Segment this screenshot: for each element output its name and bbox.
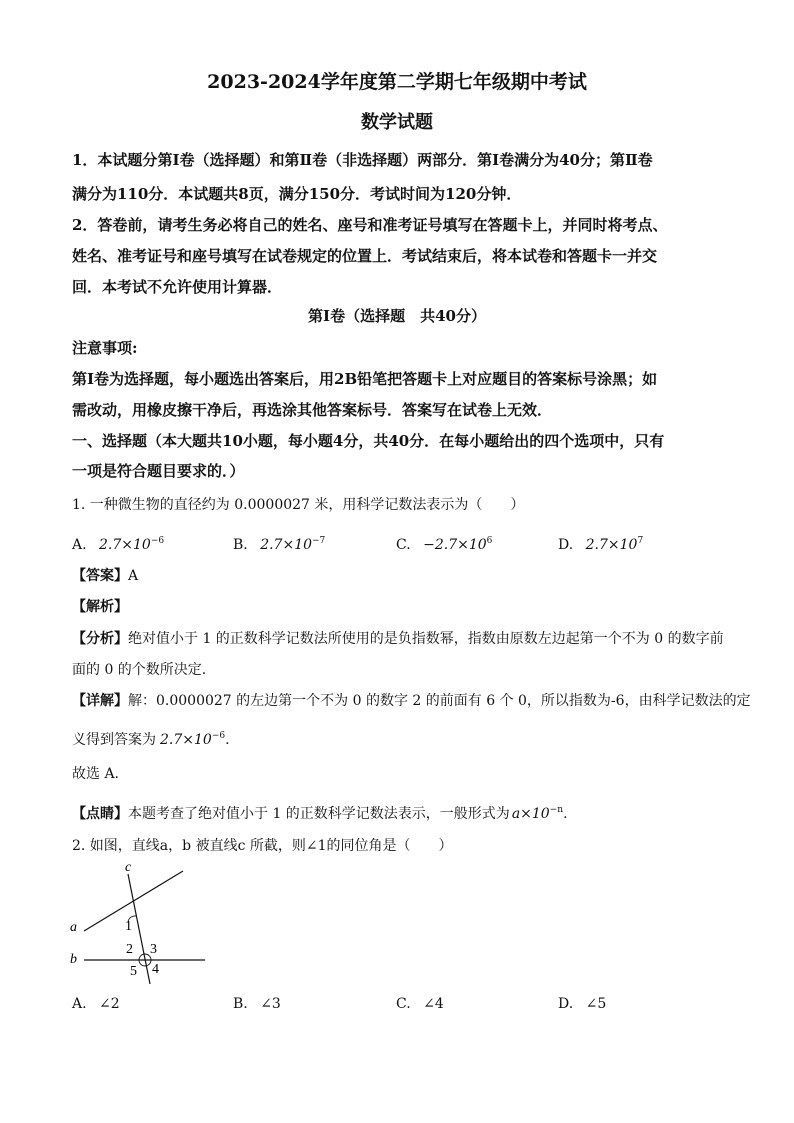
notes-line1: 第Ⅰ卷为选择题，每小题选出答案后，用2B铅笔把答题卡上对应题目的答案标号涂黑；如 — [72, 370, 658, 388]
option-exponent: −7 — [312, 536, 326, 546]
q1-option-d[interactable] — [558, 531, 643, 555]
option-letter: C. — [396, 537, 411, 553]
instruction-2-line1: 2．答卷前，请考生务必将自己的姓名、座号和准考证号填写在答题卡上，并同时将考点、 — [72, 216, 668, 234]
xiangjie-end: . — [225, 732, 230, 748]
q1-xiangjie-line2 — [72, 726, 230, 750]
exam-title: 2023-2024学年度第二学期七年级期中考试 — [207, 71, 587, 93]
option-base: 2.7×10 — [260, 537, 313, 553]
answer-tag: 【答案】 — [72, 568, 128, 584]
xiangjie-base: 2.7×10 — [160, 732, 212, 748]
option-text: ∠5 — [585, 996, 607, 1012]
option-letter: D. — [558, 996, 574, 1012]
q2-figure — [66, 858, 216, 988]
instruction-1-line1: 1．本试题分第Ⅰ卷（选择题）和第Ⅱ卷（非选择题）两部分．第Ⅰ卷满分为40分；第Ⅱ卷 — [72, 151, 653, 169]
label-a: a — [70, 920, 77, 935]
q2-option-b[interactable] — [233, 994, 281, 1014]
option-text: ∠4 — [423, 996, 444, 1012]
label-angle-3: 3 — [150, 942, 157, 957]
label-b: b — [70, 952, 77, 967]
option-exponent: 7 — [637, 536, 644, 546]
part-heading-line1: 一、选择题（本大题共10小题，每小题4分，共40分．在每小题给出的四个选项中，只有 — [72, 432, 665, 450]
option-base: −2.7×10 — [423, 537, 487, 553]
section-heading: 第Ⅰ卷（选择题 共40分） — [308, 307, 486, 325]
dianjing-text: 本题考查了绝对值小于 1 的正数科学记数法表示，一般形式为 — [128, 806, 510, 822]
answer-value: A — [128, 568, 139, 584]
label-angle-5: 5 — [130, 964, 137, 979]
q2-stem: 2. 如图，直线a，b 被直线c 所截，则∠1的同位角是（ ） — [72, 838, 453, 854]
exam-subtitle: 数学试题 — [361, 112, 433, 133]
label-c: c — [125, 860, 132, 875]
xiangjie-text-2: 义得到答案为 — [72, 732, 156, 748]
fenxi-text: 绝对值小于 1 的正数科学记数法所使用的是负指数幂，指数由原数左边起第一个不为 0 的数字前 — [128, 631, 724, 647]
notes-title: 注意事项: — [72, 339, 138, 357]
label-angle-1: 1 — [125, 919, 132, 934]
q1-option-c[interactable] — [396, 531, 492, 555]
option-text: ∠2 — [99, 996, 120, 1012]
q1-option-b[interactable] — [233, 531, 325, 555]
option-base: 2.7×10 — [585, 537, 638, 553]
q1-dianjing — [72, 800, 568, 824]
q1-fenxi-line2: 面的 0 的个数所决定. — [72, 662, 207, 678]
q1-choose: 故选 A. — [72, 766, 120, 782]
option-letter: B. — [233, 996, 248, 1012]
option-letter: A. — [72, 537, 87, 553]
option-text: ∠3 — [260, 996, 281, 1012]
q1-xiangjie-line1 — [72, 691, 751, 711]
instruction-2-line2: 姓名、准考证号和座号填写在试卷规定的位置上．考试结束后，将本试卷和答题卡一并交 — [72, 247, 658, 265]
label-angle-4: 4 — [152, 962, 159, 977]
q2-option-c[interactable] — [396, 994, 444, 1014]
option-exponent: 6 — [486, 536, 493, 546]
q1-option-a[interactable] — [72, 531, 164, 555]
q1-stem: 1. 一种微生物的直径约为 0.0000027 米，用科学记数法表示为（ ） — [72, 497, 525, 513]
xiangjie-tag: 【详解】 — [72, 693, 128, 709]
instruction-2-line3: 回．本考试不允许使用计算器． — [72, 278, 283, 296]
fenxi-tag: 【分析】 — [72, 631, 128, 647]
analysis-tag: 【解析】 — [72, 599, 128, 615]
dianjing-exponent: −n — [549, 805, 564, 815]
q2-option-a[interactable] — [72, 994, 120, 1014]
option-letter: D. — [558, 537, 574, 553]
instruction-1-line2: 满分为110分．本试题共8页，满分150分．考试时间为120分钟． — [72, 185, 522, 203]
q1-answer — [72, 566, 138, 586]
option-letter: B. — [233, 537, 248, 553]
option-base: 2.7×10 — [99, 537, 151, 553]
q1-fenxi-line1 — [72, 629, 724, 649]
q1-analysis-tag — [72, 597, 128, 617]
option-letter: C. — [396, 996, 411, 1012]
dianjing-tag: 【点睛】 — [72, 806, 128, 822]
label-angle-2: 2 — [126, 942, 133, 957]
xiangjie-exponent: −6 — [211, 731, 226, 741]
xiangjie-text: 解：0.0000027 的左边第一个不为 0 的数字 2 的前面有 6 个 0，所以指数为-6，由科学记数法的定 — [128, 693, 751, 709]
option-letter: A. — [72, 996, 87, 1012]
notes-line2: 需改动，用橡皮擦干净后，再选涂其他答案标号．答案写在试卷上无效． — [72, 401, 553, 419]
q2-option-d[interactable] — [558, 994, 606, 1014]
part-heading-line2: 一项是符合题目要求的．） — [72, 462, 245, 480]
dianjing-end: . — [563, 806, 568, 822]
option-exponent: −6 — [150, 536, 165, 546]
dianjing-base: a×10 — [511, 806, 550, 822]
